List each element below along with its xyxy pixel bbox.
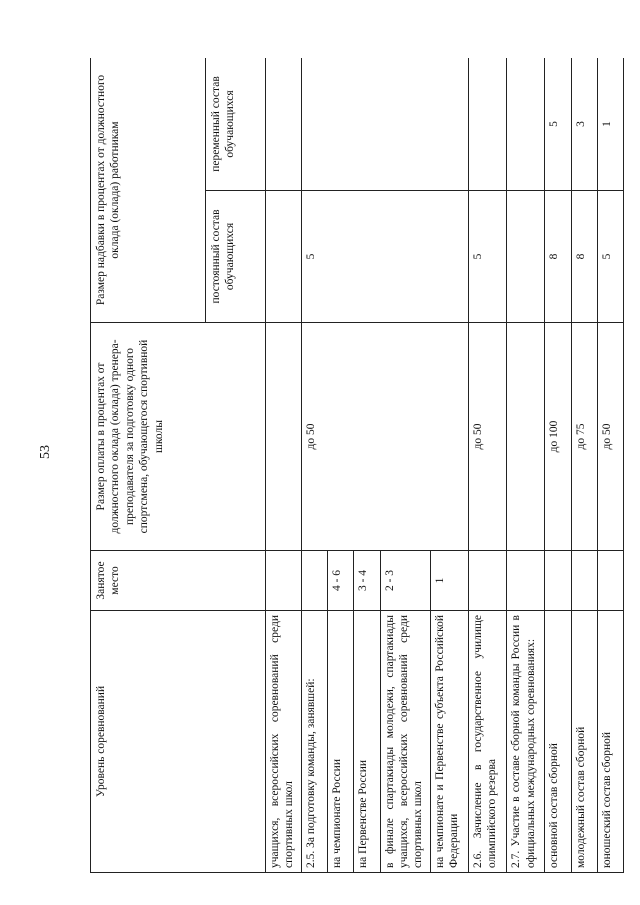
row-level: 2.5. За подготовку команды, занявшей: <box>302 611 328 873</box>
row-level: 2.6. Зачисление в государственное училище олимпийского резерва <box>469 611 507 873</box>
row-place: 4 - 6 <box>328 551 354 611</box>
row-permanent: 8 <box>571 191 597 323</box>
header-coach-pay: Размер оплаты в процентах от должностного оклада (оклада) тренера-преподавателя за подготовку одного спортсмена, обучающегося спортивной школы <box>91 323 266 551</box>
row-permanent: 8 <box>545 191 571 323</box>
header-place: Занятое место <box>91 551 266 611</box>
header-bonus: Размер надбавки в процентах от должностного оклада (оклада) работникам <box>91 58 206 323</box>
row-pay: до 100 <box>545 323 571 551</box>
row-pay: до 50 <box>302 323 469 551</box>
row-pay: до 75 <box>571 323 597 551</box>
table-row <box>302 58 328 873</box>
table-row <box>571 58 597 873</box>
table-row <box>597 58 623 873</box>
row-level: 2.7. Участие в составе сборной команды России в официальных международных соревнованиях: <box>507 611 545 873</box>
row-level: юношеский состав сборной <box>597 611 623 873</box>
row-permanent: 5 <box>302 191 469 323</box>
header-level: Уровень соревнований <box>91 611 266 873</box>
row-place: 2 - 3 <box>380 551 430 611</box>
row-pay: до 50 <box>597 323 623 551</box>
table-row <box>507 58 545 873</box>
row-level: основной состав сборной <box>545 611 571 873</box>
table-row <box>545 58 571 873</box>
row-level: на Первенстве России <box>354 611 380 873</box>
row-variable: 3 <box>571 58 597 191</box>
row-level: на чемпионате России <box>328 611 354 873</box>
bonus-table <box>90 58 624 873</box>
row-level: в финале спартакиады молодежи, спартакиады учащихся, всероссийских соревнований среди спортивных школ <box>380 611 430 873</box>
table-row <box>266 58 302 873</box>
row-level: молодежный состав сборной <box>571 611 597 873</box>
row-permanent: 5 <box>469 191 507 323</box>
row-variable: 1 <box>597 58 623 191</box>
header-permanent: постоянный состав обучающихся <box>206 191 266 323</box>
row-permanent: 5 <box>597 191 623 323</box>
page-number: 53 <box>38 445 53 459</box>
row-place: 1 <box>430 551 468 611</box>
row-place: 3 - 4 <box>354 551 380 611</box>
table-row <box>469 58 507 873</box>
row-pay: до 50 <box>469 323 507 551</box>
rotated-table-frame <box>90 58 624 873</box>
row-level: учащихся, всероссийских соревнований среди спортивных школ <box>266 611 302 873</box>
row-level: на чемпионате и Первенстве субъекта Российской Федерации <box>430 611 468 873</box>
header-variable: переменный состав обучающихся <box>206 58 266 191</box>
row-variable: 5 <box>545 58 571 191</box>
rotated-page <box>90 58 624 873</box>
